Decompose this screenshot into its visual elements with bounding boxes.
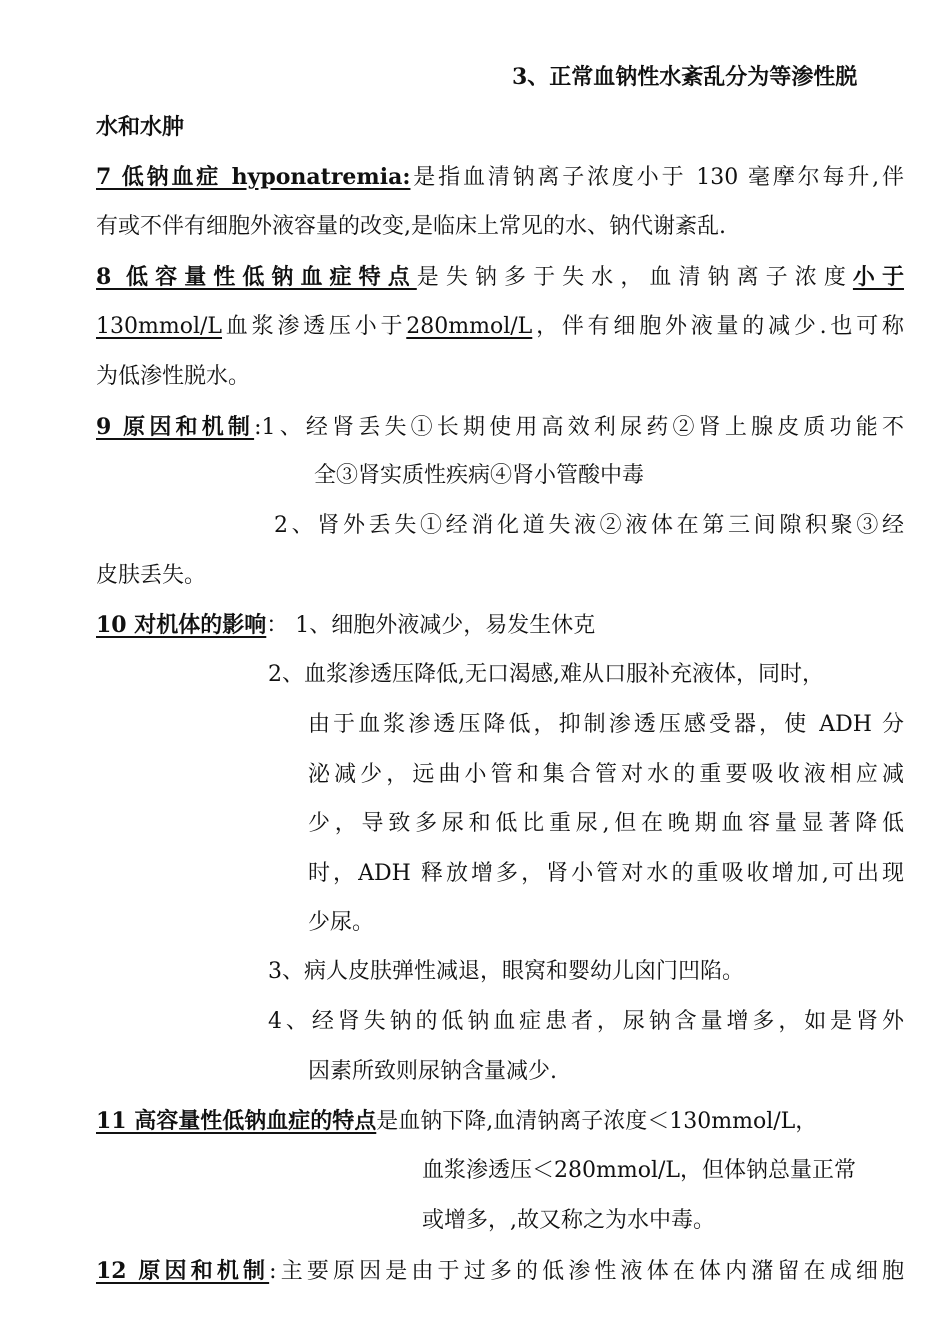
paragraph-10-line-6 [308,859,904,889]
term-cause-mechanism-2: 12 原因和机制 [96,1258,270,1284]
effect-text-6: 时，ADH 释放增多，肾小管对水的重吸收增加,可出现 [308,861,904,886]
paragraph-10-line-2 [268,660,824,690]
hyper-text-2: 血浆渗透压＜280mmol/L，但体钠总量正常 [422,1158,857,1183]
paragraph-10-line-5 [308,809,904,839]
term-cause-mechanism: 9 原因和机制 [96,414,255,440]
value-280: 280mmol/L [406,314,533,339]
paragraph-8-line-2 [96,312,904,342]
paragraph-7-line-2 [96,212,726,242]
paragraph-9-line-3 [274,511,904,541]
cause-text-3: 2、肾外丢失①经消化道失液②液体在第三间隙积聚③经 [274,513,904,538]
feature-text: 是失钠多于失水，血清钠离子浓度 [416,265,853,290]
paragraph-8-line-3 [96,362,250,392]
paragraph-7-line-1 [96,162,904,193]
definition-text: 是指血清钠离子浓度小于 130 毫摩尔每升,伴 [410,165,904,190]
paragraph-11-line-3 [422,1206,715,1236]
hyper-text-3: 或增多，,故又称之为水中毒。 [422,1208,715,1233]
paragraph-10-line-9 [268,1007,904,1037]
paragraph-10-line-8 [268,957,744,987]
heading-line [512,62,857,92]
definition-text-cont: 有或不伴有细胞外液容量的改变,是临床上常见的水、钠代谢紊乱. [96,214,726,239]
effect-text-4: 泌减少，远曲小管和集合管对水的重要吸收液相应减 [308,762,904,787]
term-hypovolemic: 8 低容量性低钠血症特点 [96,264,417,290]
paragraph-10-line-10 [308,1057,557,1087]
paragraph-11-line-1 [96,1106,817,1137]
paragraph-10-line-4 [308,760,904,790]
effect-text-9: 4、经肾失钠的低钠血症患者，尿钠含量增多，如是肾外 [268,1009,904,1034]
effect-text-2: 2、血浆渗透压降低,无口渴感,难从口服补充液体，同时， [268,662,824,687]
cause2-text: :主要原因是由于过多的低渗性液体在体内潴留在成细胞 [269,1259,904,1284]
paragraph-8-line-1 [96,262,904,293]
feature-text-4: 为低渗性脱水。 [96,364,251,389]
term-hyponatremia: 7 低钠血症 hyponatremia: [96,164,411,190]
paragraph-10-line-1 [96,610,595,641]
term-effects: 10 对机体的影响 [96,612,267,638]
heading-text: 3、正常血钠性水紊乱分为等渗性脱 [512,64,858,90]
paragraph-12-line-1 [96,1256,904,1287]
cause-text-2: 全③肾实质性疾病④肾小管酸中毒 [314,463,645,488]
cause-text-4: 皮肤丢失。 [96,563,207,588]
feature-text-3: ，伴有细胞外液量的减少.也可称 [532,314,904,339]
paragraph-10-line-7 [308,908,374,938]
cause-text: :1、经肾丢失①长期使用高效利尿药②肾上腺皮质功能不 [254,415,904,440]
effect-text: ： 1、细胞外液减少，易发生休克 [266,613,596,638]
effect-text-3: 由于血浆渗透压降低，抑制渗透压感受器，使 ADH 分 [308,712,904,737]
hyper-text: 是血钠下降,血清钠离子浓度＜130mmol/L， [376,1109,818,1134]
effect-text-7: 少尿。 [308,910,375,935]
value-130: 130mmol/L [96,314,223,339]
paragraph-9-line-4 [96,561,206,591]
effect-text-8: 3、病人皮肤弹性减退，眼窝和婴幼儿囟门凹陷。 [268,959,744,984]
paragraph-11-line-2 [422,1156,856,1186]
paragraph-9-line-1 [96,412,904,443]
feature-text-2: 血浆渗透压小于 [222,314,407,339]
feature-underlined: 小于 [852,264,904,290]
term-hypervolemic: 11 高容量性低钠血症的特点 [96,1108,377,1134]
paragraph-9-line-2 [314,461,644,491]
effect-text-5: 少，导致多尿和低比重尿,但在晚期血容量显著降低 [308,811,904,836]
heading-text-cont: 水和水肿 [96,114,185,140]
paragraph-10-line-3 [308,710,904,740]
effect-text-10: 因素所致则尿钠含量减少. [308,1059,557,1084]
heading-continuation [96,112,184,142]
